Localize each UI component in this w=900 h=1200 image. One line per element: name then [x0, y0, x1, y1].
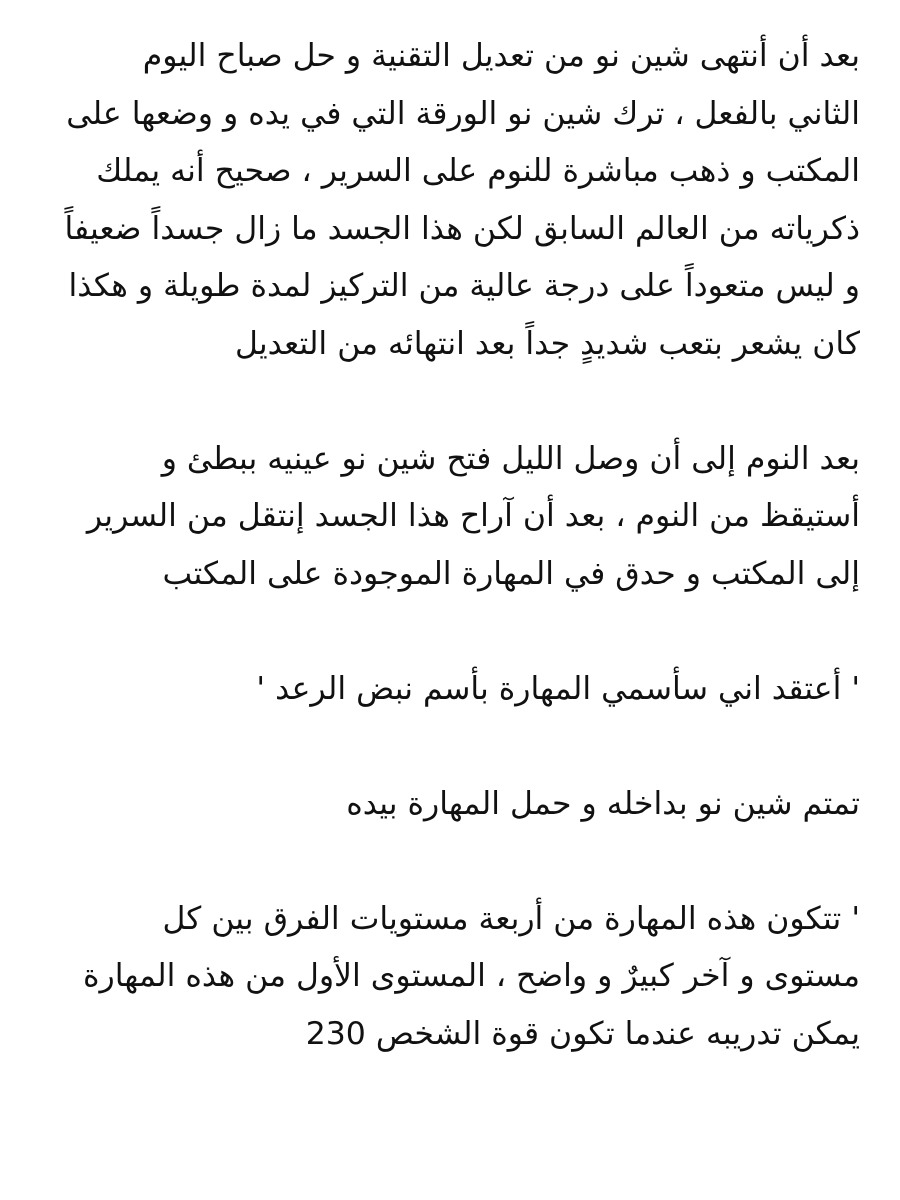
paragraph-spacer — [62, 833, 860, 891]
paragraph-spacer — [62, 603, 860, 661]
paragraph-4: تمتم شين نو بداخله و حمل المهارة بيده — [346, 785, 860, 822]
paragraph-5-quote: ' تتكون هذه المهارة من أربعة مستويات الفرق بين كل مستوى و آخر كبيرٌ و واضح ، المستوى الأول من هذه المهارة يمكن تدريبه عندما تكون قوة الشخص 230 — [83, 900, 860, 1052]
paragraph-2: بعد النوم إلى أن وصل الليل فتح شين نو عينيه ببطئ و أستيقظ من النوم ، بعد أن آراح هذا الجسد إنتقل من السرير إلى المكتب و حدق في المهارة الموجودة على المكتب — [86, 440, 860, 592]
paragraph-spacer — [62, 373, 860, 431]
paragraph-1: بعد أن أنتهى شين نو من تعديل التقنية و حل صباح اليوم الثاني بالفعل ، ترك شين نو الورقة التي في يده و وضعها على المكتب و ذهب مباشرة للنوم على السرير ، صحيح أنه يملك ذكرياته من العالم السابق لكن هذا الجسد ما زال جسداً ضعيفاً و ليس متعوداً على درجة عالية من التركيز لمدة طويلة و هكذا كان يشعر بتعب شديدٍ جداً بعد انتهائه من التعديل — [64, 38, 860, 362]
paragraph-spacer — [62, 718, 860, 776]
paragraph-3-quote: ' أعتقد اني سأسمي المهارة بأسم نبض الرعد ' — [256, 670, 860, 707]
